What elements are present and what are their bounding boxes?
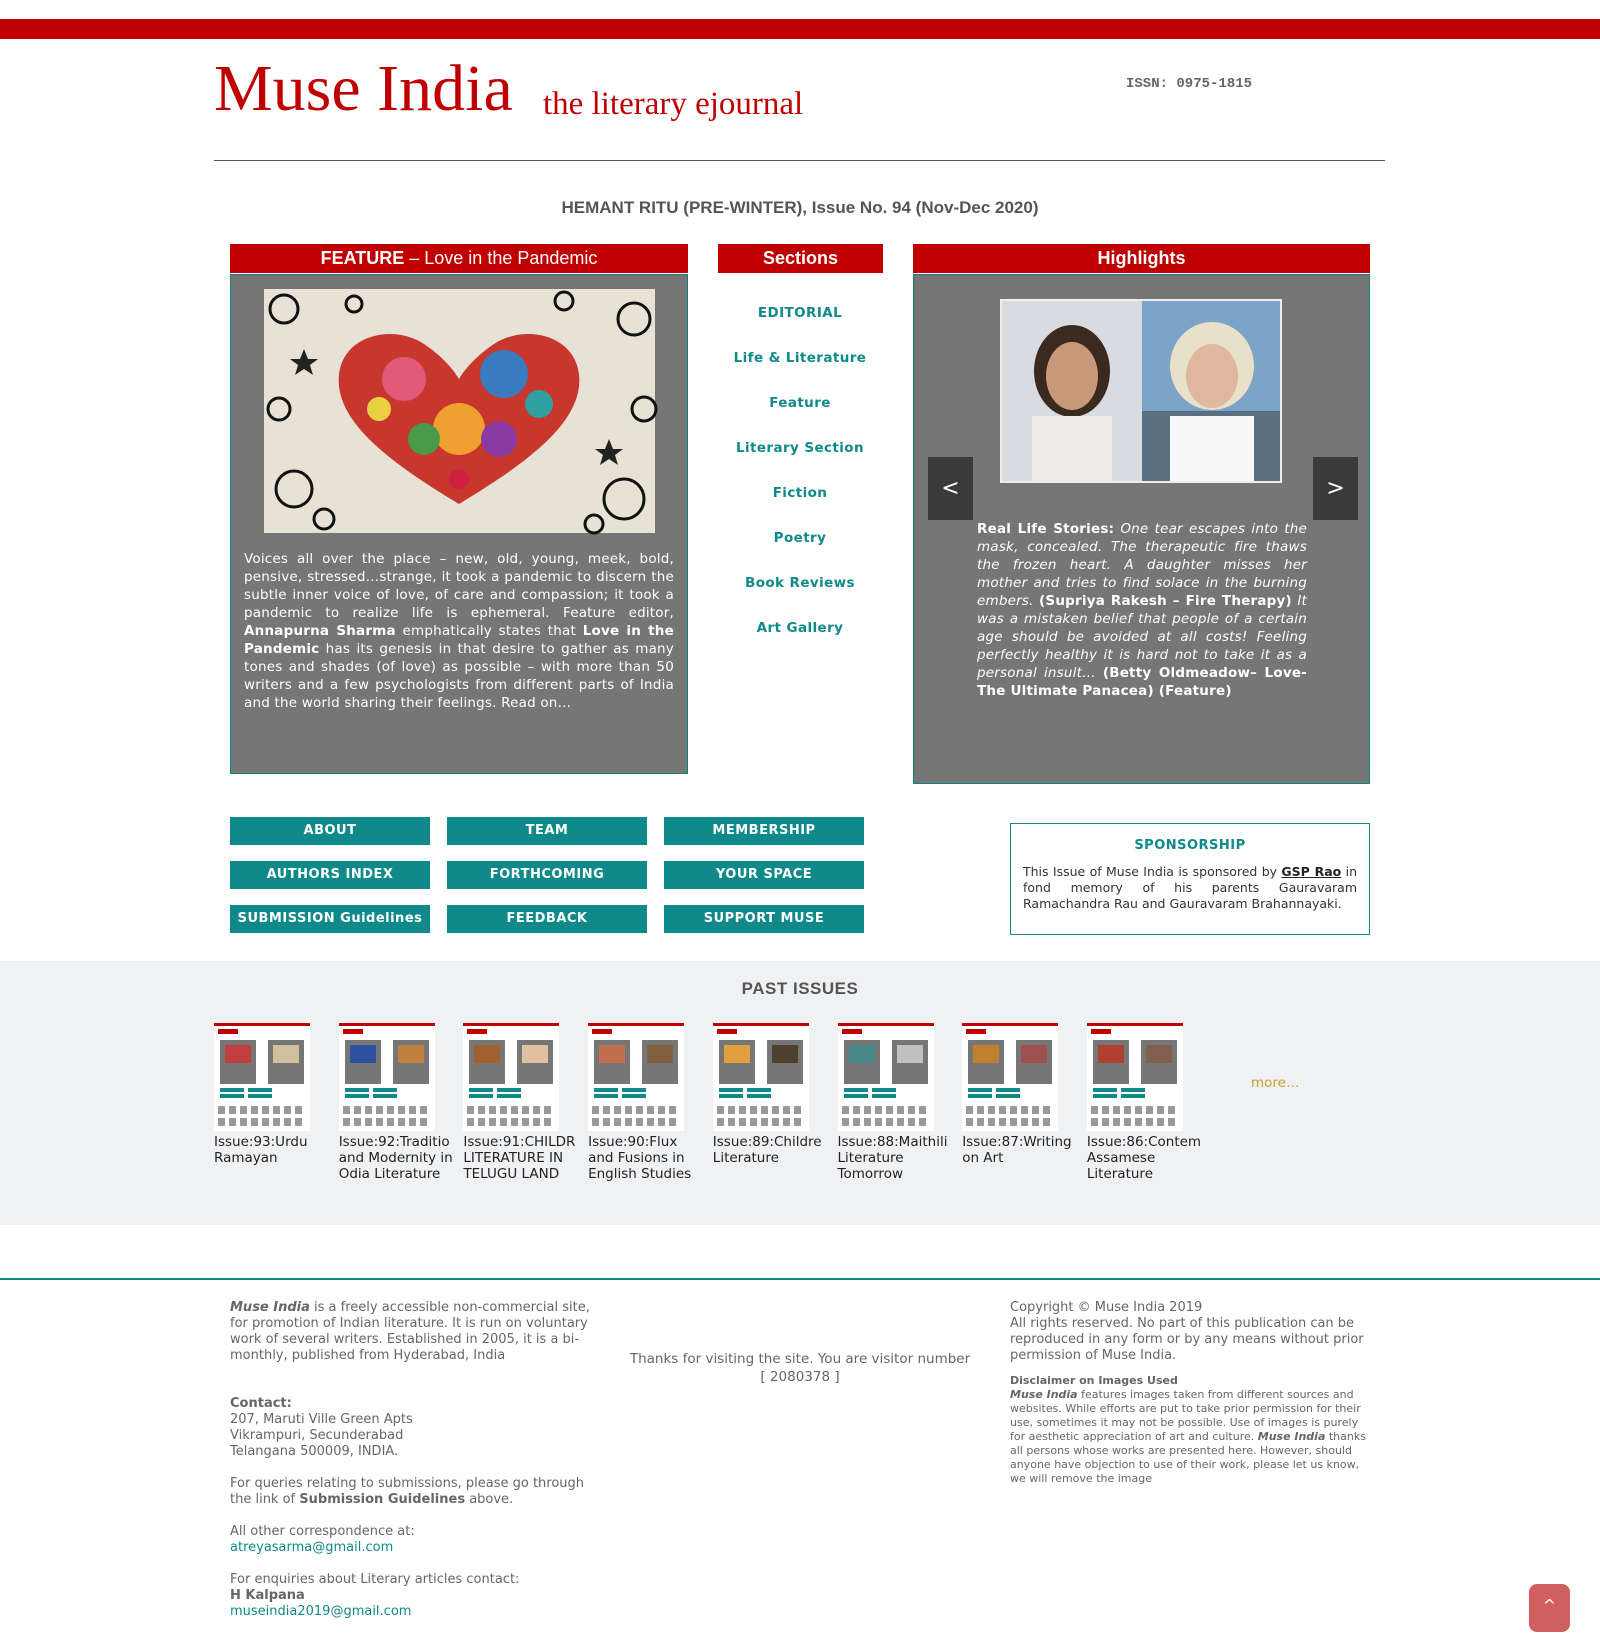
past-issue-thumbnail[interactable]	[214, 1023, 310, 1131]
past-issue-thumbnail[interactable]	[463, 1023, 559, 1131]
past-issue-caption-line: and Modernity in	[338, 1150, 453, 1166]
visitor-counter	[610, 1350, 990, 1386]
highlight-credit-2[interactable]: (Betty Oldmeadow– Love-The Ultimate Panacea) (Feature)	[977, 665, 1307, 699]
team-button[interactable]: TEAM	[447, 817, 647, 845]
feature-text-2: emphatically states that	[395, 623, 583, 639]
past-issue-caption[interactable]	[962, 1134, 1072, 1166]
past-issue-caption-line: Issue:88:Maithili	[837, 1134, 948, 1150]
footer-site-name: Muse India	[230, 1300, 310, 1315]
past-issue-caption-line: Issue:90:Flux	[588, 1134, 678, 1150]
sponsorship-text-2: in fond memory of his parents Gauravaram Ramachandra Rau and Gauravaram Brahannayaki.	[1023, 864, 1357, 911]
highlights-panel	[913, 274, 1370, 784]
issue-title: HEMANT RITU (PRE-WINTER), Issue No. 94 (Nov-Dec 2020)	[561, 198, 1039, 217]
past-issue-caption-line: LITERATURE IN	[463, 1150, 564, 1166]
image-disclaimer	[1010, 1374, 1370, 1486]
site-tagline: the literary ejournal	[543, 86, 804, 122]
past-issue-caption-line: Issue:89:Childre	[712, 1134, 822, 1150]
section-link-life-literature[interactable]: Life & Literature	[733, 350, 867, 366]
feature-text-1: Voices all over the place – new, old, young, meek, bold, pensive, stressed…strange, it took a pandemic to discern the subtle inner voice of love, of care and compassion; it took a pandemic to realize life is ephemeral. Feature editor,	[244, 551, 674, 621]
footer-literary-contact-name: H Kalpana	[230, 1588, 305, 1603]
past-issue-caption-line: TELUGU LAND	[463, 1166, 560, 1182]
past-issue-thumbnail[interactable]	[838, 1023, 934, 1131]
past-issue-thumbnail[interactable]	[962, 1023, 1058, 1131]
footer-correspondence-email[interactable]: atreyasarma@gmail.com	[230, 1540, 394, 1555]
past-issue-caption-line: Literature	[1086, 1166, 1153, 1182]
membership-button[interactable]: MEMBERSHIP	[664, 817, 864, 845]
past-issue-caption-line: Literature	[712, 1150, 779, 1166]
authors-index-button[interactable]: AUTHORS INDEX	[230, 861, 430, 889]
past-issue-caption-line: Issue:86:Contem	[1086, 1134, 1202, 1150]
past-issue-caption-line: Issue:91:CHILDR	[463, 1134, 576, 1150]
footer-literary-email[interactable]: museindia2019@gmail.com	[230, 1604, 412, 1619]
feature-title-bold: Love in the Pandemic	[244, 623, 674, 657]
highlights-heading: Highlights	[913, 244, 1370, 273]
sponsorship-title: SPONSORSHIP	[1134, 838, 1246, 853]
past-issue-caption[interactable]	[712, 1134, 822, 1166]
disclaimer-body	[1010, 1388, 1370, 1486]
highlight-text-2: It was a mistaken belief that people of a certain age should be avoided at all costs! Feeling perfectly healthy it is hard not to take it as a personal insult…	[977, 593, 1307, 681]
footer-about	[230, 1300, 590, 1620]
feature-heading-label: FEATURE	[320, 248, 405, 268]
past-issue-caption-line: Issue:93:Urdu	[214, 1134, 308, 1150]
section-link-poetry[interactable]: Poetry	[773, 530, 827, 546]
scroll-to-top-button[interactable]: ^	[1529, 1584, 1570, 1632]
sponsor-link[interactable]: GSP Rao	[1281, 864, 1342, 879]
disclaimer-text-1: features images taken from different sources and websites. While efforts are put to take prior permission for their use, sometimes it may not be possible. Use of images is purely for aesthetic appreciation of art and culture.	[1010, 1388, 1361, 1443]
issn-number: ISSN: 0975-1815	[1126, 76, 1253, 92]
past-issue-caption-line: Issue:92:Traditio	[338, 1134, 450, 1150]
footer-divider	[0, 1278, 1600, 1280]
highlight-text-1: One tear escapes into the mask, concealed. The therapeutic fire thaws the frozen heart. A daughter misses her mother and tries to find solace in the burning embers.	[977, 521, 1307, 609]
past-issue-caption-line: English Studies	[588, 1166, 692, 1182]
footer-queries-link[interactable]: Submission Guidelines	[299, 1492, 466, 1507]
footer-address-2: Vikrampuri, Secunderabad	[230, 1428, 404, 1443]
top-accent-bar	[0, 19, 1600, 39]
past-issues-title: PAST ISSUES	[741, 979, 859, 998]
past-issue-caption-line: Assamese	[1086, 1150, 1156, 1166]
past-issue-thumbnail[interactable]	[339, 1023, 435, 1131]
your-space-button[interactable]: YOUR SPACE	[664, 861, 864, 889]
section-link-literary-section[interactable]: Literary Section	[735, 440, 864, 456]
past-issue-thumbnail[interactable]	[588, 1023, 684, 1131]
disclaimer-site-name: Muse India	[1010, 1388, 1078, 1401]
footer-about-body: is a freely accessible non-commercial site, for promotion of Indian literature. It is run on voluntary work of several writers. Established in 2005, it is a bi-monthly, published from Hyderabad, India	[230, 1300, 590, 1363]
highlight-image[interactable]	[1000, 299, 1282, 483]
site-logo[interactable]: Muse India	[214, 52, 513, 125]
sponsorship-text	[1023, 864, 1357, 912]
support-muse-button[interactable]: SUPPORT MUSE	[664, 905, 864, 933]
footer-copyright	[1010, 1300, 1370, 1486]
feature-image[interactable]	[264, 289, 655, 533]
past-issue-thumbnail[interactable]	[713, 1023, 809, 1131]
forthcoming-button[interactable]: FORTHCOMING	[447, 861, 647, 889]
past-issue-caption[interactable]	[463, 1134, 576, 1182]
section-link-editorial[interactable]: EDITORIAL	[757, 305, 843, 321]
past-issue-caption-line: Issue:87:Writing	[962, 1134, 1072, 1150]
sponsorship-text-1: This Issue of Muse India is sponsored by	[1023, 864, 1282, 879]
sponsorship-box	[1010, 823, 1370, 935]
highlight-prev-button[interactable]: <	[928, 457, 973, 520]
past-issue-caption[interactable]	[338, 1134, 453, 1182]
sections-list	[718, 305, 882, 665]
past-issue-caption[interactable]	[214, 1134, 310, 1166]
highlight-label: Real Life Stories:	[977, 521, 1115, 537]
past-issue-caption-line: Literature	[837, 1150, 904, 1166]
submission-guidelines-button[interactable]: SUBMISSION Guidelines	[230, 905, 430, 933]
section-link-book-reviews[interactable]: Book Reviews	[745, 575, 855, 591]
visitor-text: Thanks for visiting the site. You are visitor number	[629, 1351, 971, 1367]
section-link-art-gallery[interactable]: Art Gallery	[756, 620, 844, 636]
past-issue-caption[interactable]	[837, 1134, 948, 1182]
feature-summary	[244, 550, 674, 712]
past-issue-caption-line: Ramayan	[214, 1150, 278, 1166]
footer-contact-label: Contact:	[230, 1396, 292, 1411]
footer-address-1: 207, Maruti Ville Green Apts	[230, 1412, 413, 1427]
footer-correspondence-label: All other correspondence at:	[230, 1524, 415, 1539]
feedback-button[interactable]: FEEDBACK	[447, 905, 647, 933]
past-issue-caption-line: Odia Literature	[338, 1166, 441, 1182]
footer-about-text	[230, 1300, 590, 1364]
past-issue-thumbnail[interactable]	[1087, 1023, 1183, 1131]
visitor-count: [ 2080378 ]	[760, 1369, 840, 1385]
footer-queries	[230, 1476, 590, 1508]
highlight-credit-1[interactable]: (Supriya Rakesh – Fire Therapy)	[1039, 593, 1292, 609]
feature-editor-name: Annapurna Sharma	[244, 623, 396, 639]
copyright-text: Copyright © Muse India 2019	[1010, 1300, 1203, 1315]
feature-heading-title: – Love in the Pandemic	[404, 248, 598, 268]
feature-heading[interactable]	[230, 244, 688, 273]
about-button[interactable]: ABOUT	[230, 817, 430, 845]
header-divider	[214, 160, 1385, 161]
past-issue-caption-line: Tomorrow	[837, 1166, 903, 1182]
past-issue-caption[interactable]	[1086, 1134, 1202, 1182]
disclaimer-title: Disclaimer on Images Used	[1010, 1374, 1178, 1387]
past-issue-caption-line: and Fusions in	[588, 1150, 685, 1166]
highlight-next-button[interactable]: >	[1313, 457, 1358, 520]
more-issues-link[interactable]: more…	[1251, 1075, 1300, 1091]
disclaimer-text-2: thanks all persons whose works are presented here. However, should anyone have objection to use of their work, please let us know, we will remove the image	[1010, 1430, 1366, 1485]
footer-address-3: Telangana 500009, INDIA.	[230, 1444, 399, 1459]
feature-panel	[230, 274, 688, 774]
feature-text-3[interactable]: has its genesis in that desire to gather as many tones and shades (of love) as possible – with more than 50 writers and a few psychologists from different parts of India and the world sharing their feelings. Read on…	[244, 641, 674, 711]
rights-text: All rights reserved. No part of this publication can be reproduced in any form or by any means without prior permission of Muse India.	[1010, 1316, 1364, 1363]
section-link-feature[interactable]: Feature	[769, 395, 831, 411]
past-issue-caption[interactable]	[588, 1134, 692, 1182]
disclaimer-site-name-2: Muse India	[1257, 1430, 1326, 1443]
footer-literary-label: For enquiries about Literary articles contact:	[230, 1572, 520, 1587]
past-issue-caption-line: on Art	[962, 1150, 1004, 1166]
footer-queries-text-2: above.	[465, 1492, 514, 1507]
sections-heading: Sections	[718, 244, 883, 273]
highlight-summary	[977, 520, 1307, 700]
section-link-fiction[interactable]: Fiction	[772, 485, 828, 501]
footer-queries-text-1: For queries relating to submissions, please go through the link of	[230, 1476, 585, 1507]
